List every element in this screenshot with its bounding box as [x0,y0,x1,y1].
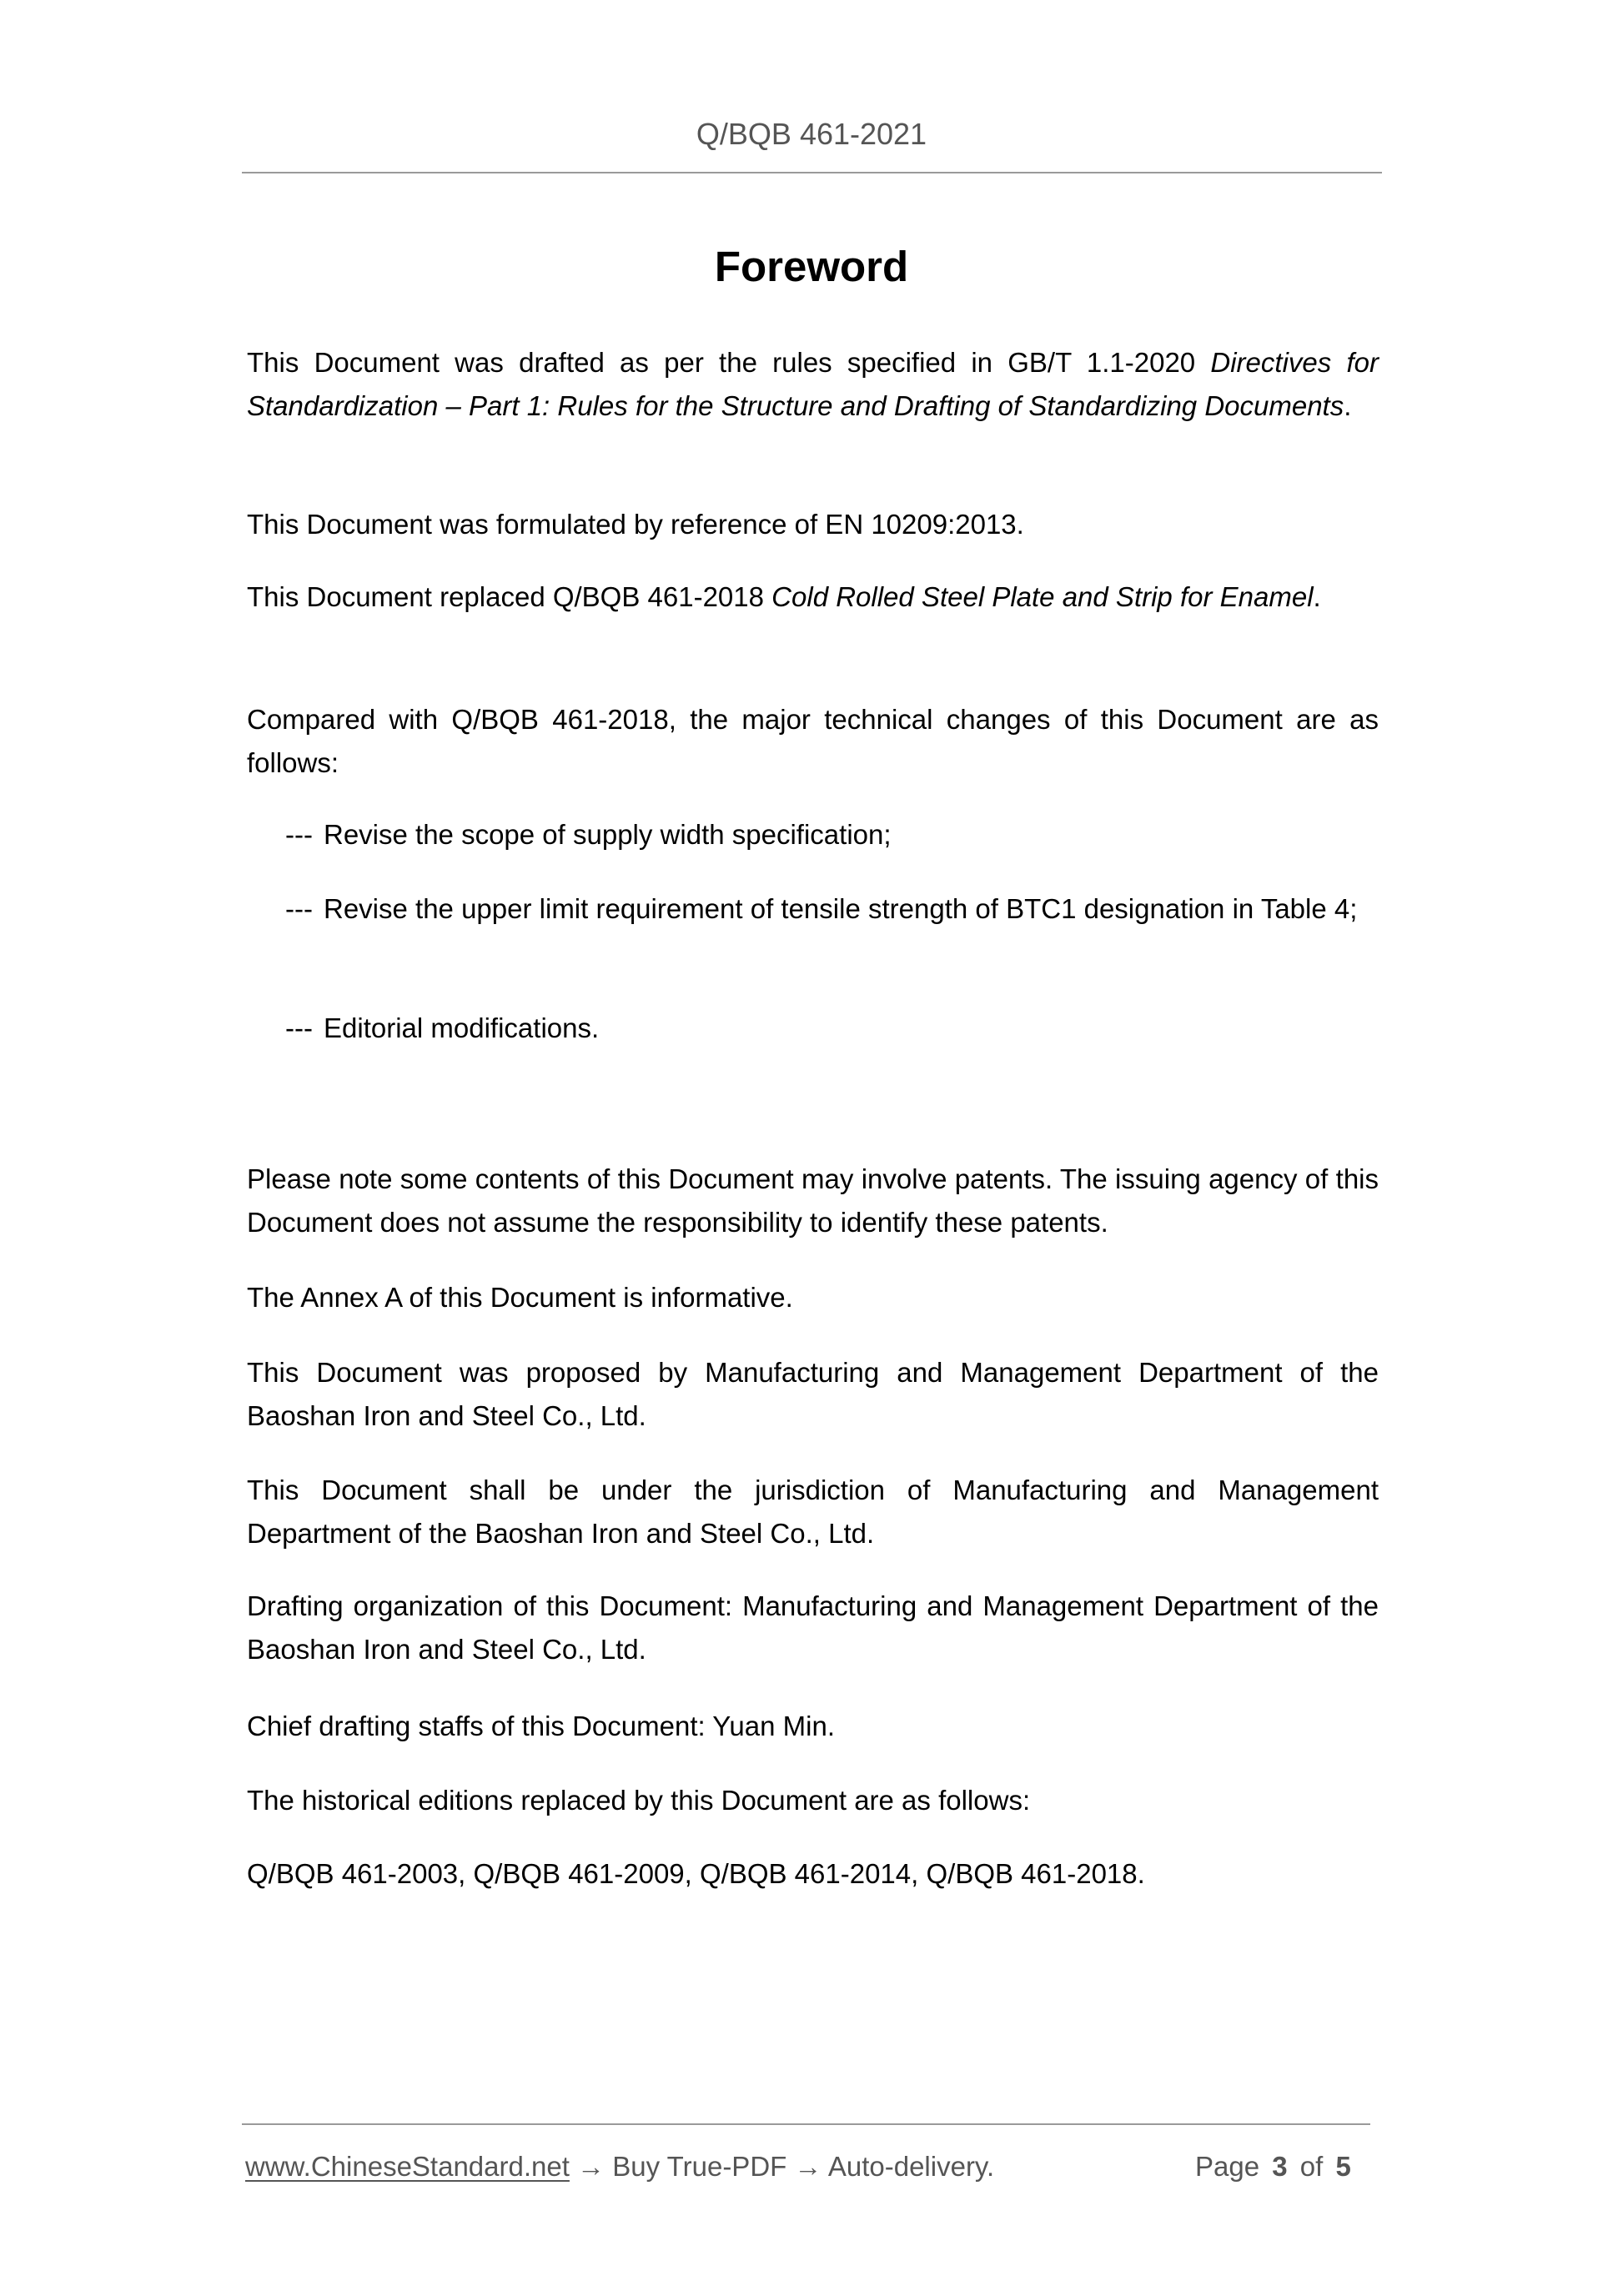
arrow-right-icon: → [577,2151,605,2182]
paragraph-drafting-rules [247,341,1379,427]
running-header-doc-code: Q/BQB 461-2021 [696,117,927,151]
paragraph-chief-drafters: Chief drafting staffs of this Document: Yuan Min. [247,1711,835,1741]
paragraph-annex: The Annex A of this Document is informative. [247,1282,793,1313]
paragraph-replaced [247,575,1379,619]
page-label: Page [1195,2151,1260,2182]
change-text: Revise the upper limit requirement of tensile strength of BTC1 designation in Table 4; [324,893,1358,924]
replaced-title-italic: Cold Rolled Steel Plate and Strip for Enamel [771,581,1314,612]
footer-promo [245,2153,994,2180]
text: This Document replaced Q/BQB 461-2018 [247,581,772,612]
footer-step-delivery: Auto-delivery. [827,2151,995,2182]
paragraph-reference: This Document was formulated by reference of EN 10209:2013. [247,509,1024,540]
dash-marker: --- [285,819,313,850]
total-pages: 5 [1335,2151,1351,2182]
change-list-item [285,887,1379,931]
paragraph-jurisdiction: This Document shall be under the jurisdiction of Manufacturing and Management Department of the Baoshan Iron and Steel Co., Ltd. [247,1475,1379,1549]
paragraph-historical-editions: Q/BQB 461-2003, Q/BQB 461-2009, Q/BQB 461-2014, Q/BQB 461-2018. [247,1858,1145,1889]
page-title: Foreword [714,243,909,290]
change-list-item [285,1007,1379,1050]
text: This Document was drafted as per the rules specified in GB/T 1.1-2020 [247,347,1211,378]
dash-marker: --- [285,1012,313,1043]
page-of-label: of [1299,2151,1324,2182]
paragraph-drafting-organization: Drafting organization of this Document: Manufacturing and Management Department of the Baoshan Iron and Steel Co., Ltd. [247,1590,1379,1665]
paragraph-changes-intro: Compared with Q/BQB 461-2018, the major technical changes of this Document are as follows: [247,704,1379,778]
chinesestandard-link[interactable]: www.ChineseStandard.net [245,2151,570,2182]
change-text: Revise the scope of supply width specification; [324,819,892,850]
page-number [1195,2153,1351,2180]
footer-divider [242,2123,1370,2125]
current-page: 3 [1272,2151,1288,2182]
change-list-item [285,813,1379,857]
footer-step-buy: Buy True-PDF [612,2151,787,2182]
arrow-right-icon: → [794,2151,822,2182]
paragraph-proposed-by: This Document was proposed by Manufacturing and Management Department of the Baoshan Iron and Steel Co., Ltd. [247,1357,1379,1431]
standard-title-italic: Directives for Standardization – Part 1: Rules for the Structure and Drafting of Standardizing Documents [247,347,1379,421]
paragraph-patents: Please note some contents of this Document may involve patents. The issuing agency of this Document does not assume the responsibility to identify these patents. [247,1163,1379,1238]
change-text: Editorial modifications. [324,1012,600,1043]
text: . [1344,389,1352,421]
text: . [1313,581,1321,612]
paragraph-historical-intro: The historical editions replaced by this Document are as follows: [247,1785,1031,1816]
header-divider [242,172,1382,173]
dash-marker: --- [285,893,313,924]
